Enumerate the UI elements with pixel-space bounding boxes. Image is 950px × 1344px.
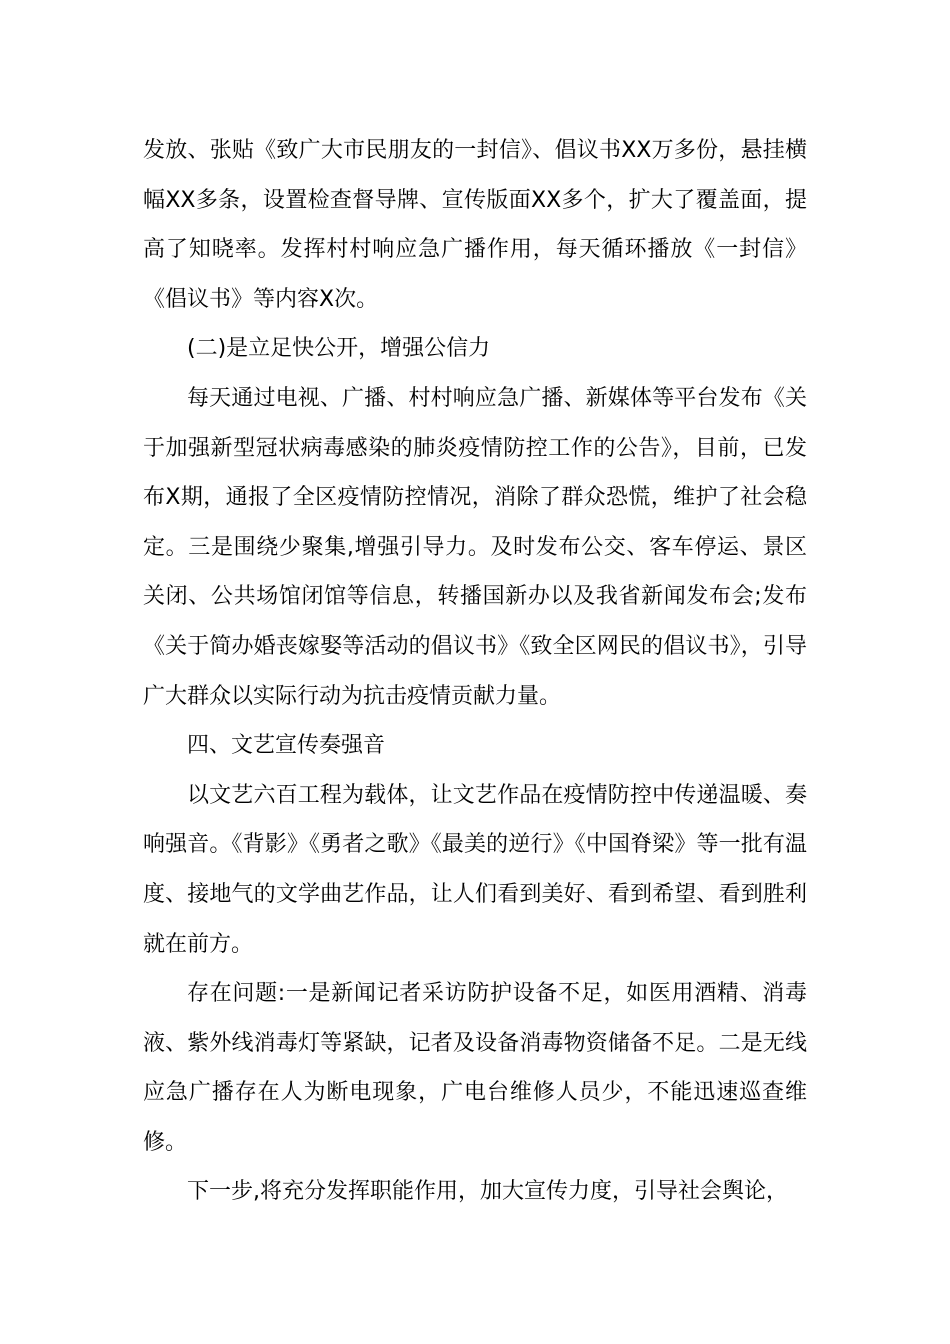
paragraph: 以文艺六百工程为载体，让文艺作品在疫情防控中传递温暖、奏响强音。《背影》《勇者之歌》《最美的逆行》《中国脊梁》等一批有温度、接地气的文学曲艺作品，让人们看到美好、看到希望、看到胜利就在前方。 bbox=[143, 782, 807, 957]
paragraph-continued: 发放、张贴《致广大市民朋友的一封信》、倡议书XX万多份，悬挂横幅XX多条，设置检查督导牌、宣传版面XX多个，扩大了覆盖面，提高了知晓率。发挥村村响应急广播作用，每天循环播放《一封信》《倡议书》等内容X次。 bbox=[143, 138, 807, 312]
paragraph-next-steps: 下一步,将充分发挥职能作用，加大宣传力度，引导社会舆论， bbox=[187, 1179, 788, 1205]
section-heading-4: 四、文艺宣传奏强音 bbox=[187, 733, 386, 759]
paragraph: 每天通过电视、广播、村村响应急广播、新媒体等平台发布《关于加强新型冠状病毒感染的肺炎疫情防控工作的公告》，目前，已发布X期，通报了全区疫情防控情况，消除了群众恐慌，维护了社会稳定。三是围绕少聚集,增强引导力。及时发布公交、客车停运、景区关闭、公共场馆闭馆等信息，转播国新办以及我省新闻发布会;发布《关于简办婚丧嫁娶等活动的倡议书》《致全区网民的倡议书》，引导广大群众以实际行动为抗击疫情贡献力量。 bbox=[143, 385, 807, 709]
paragraph-problems: 存在问题:一是新闻记者采访防护设备不足，如医用酒精、消毒液、紫外线消毒灯等紧缺，记者及设备消毒物资储备不足。二是无线应急广播存在人为断电现象，广电台维修人员少，不能迅速巡查维修。 bbox=[143, 981, 807, 1155]
document-body bbox=[143, 126, 807, 1217]
section-heading-2: (二)是立足快公开，增强公信力 bbox=[187, 336, 491, 362]
